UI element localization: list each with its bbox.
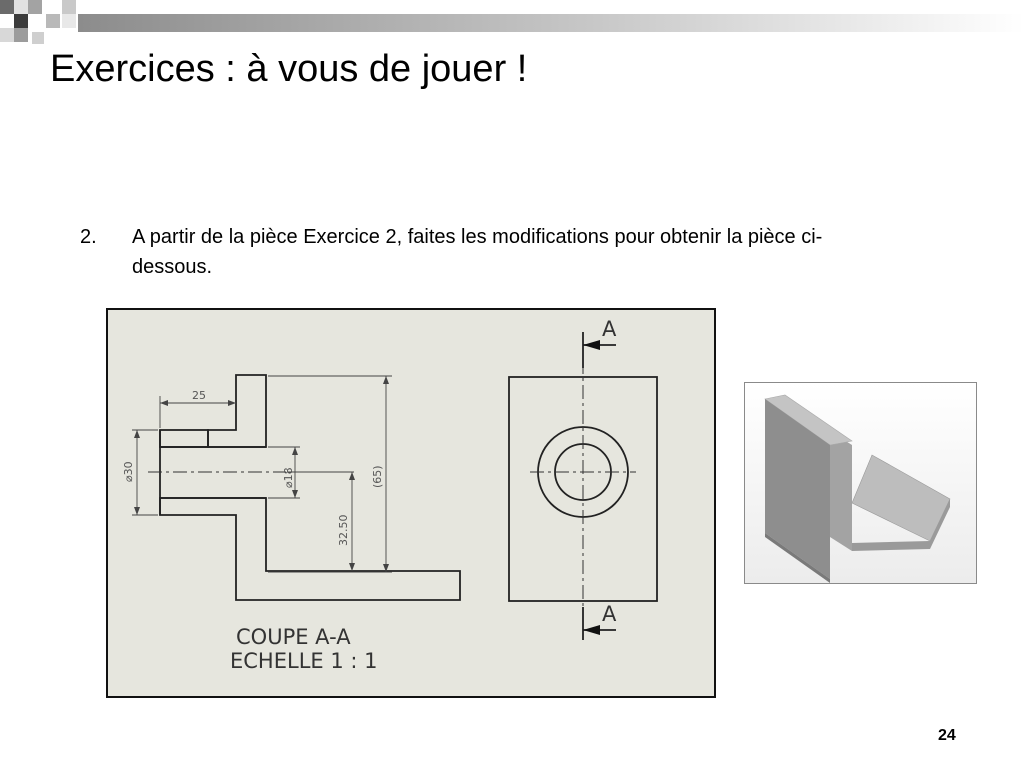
front-view bbox=[509, 317, 657, 640]
section-mark-top: A bbox=[602, 317, 617, 341]
hatched-flange-left bbox=[160, 430, 208, 447]
section-mark-bottom: A bbox=[602, 602, 617, 626]
section-view-drawing bbox=[108, 310, 714, 696]
section-caption-line1: COUPE A-A bbox=[236, 625, 351, 649]
exercise-number: 2. bbox=[80, 226, 97, 248]
l-bracket-illustration bbox=[745, 383, 976, 583]
exercise-instructions: A partir de la pièce Exercice 2, faites les modifications pour obtenir la pièce ci-dessous. bbox=[132, 226, 823, 278]
section-view bbox=[122, 375, 460, 673]
page-number: 24 bbox=[938, 727, 956, 744]
dim-outer-diameter: ⌀30 bbox=[122, 461, 135, 482]
dim-inner-diameter: ⌀18 bbox=[282, 467, 295, 488]
section-caption-line2: ECHELLE 1 : 1 bbox=[230, 649, 378, 673]
technical-drawing bbox=[106, 308, 716, 698]
part-3d-render bbox=[744, 382, 977, 584]
dim-total-height: (65) bbox=[371, 465, 384, 488]
hatched-section-lower bbox=[160, 498, 460, 600]
hatched-section-upper bbox=[208, 375, 266, 447]
slide-title: Exercices : à vous de jouer ! bbox=[50, 48, 528, 90]
dim-width: 25 bbox=[192, 389, 206, 402]
dim-axis-height: 32.50 bbox=[337, 514, 350, 546]
